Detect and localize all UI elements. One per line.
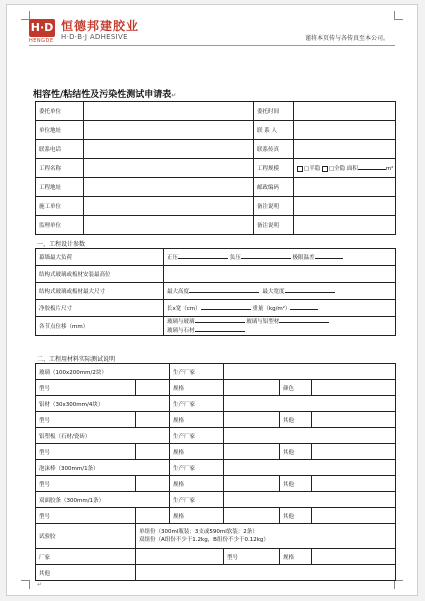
table-row: 泡沫棒（300mm/1条） 生产厂家: [36, 460, 396, 476]
remarks-field[interactable]: [294, 216, 396, 235]
spec-field[interactable]: [224, 508, 280, 524]
table-row: 其他: [36, 565, 396, 581]
table-row: 联系电话 联系传真: [36, 140, 396, 159]
panel-size-field[interactable]: 长x宽（cm） 重量（kg/m²）: [164, 300, 396, 317]
table-row: 委托单位 委托时间: [36, 102, 396, 121]
section-title: 一、工程设计参数: [37, 241, 86, 248]
unit-address-field[interactable]: [84, 121, 254, 140]
table-row: 厂家 型号 规格: [36, 549, 396, 565]
maker-field[interactable]: [224, 364, 396, 380]
table-row: 各节点位移（mm） 玻璃与玻璃 玻璃与铝型材 玻璃与石材: [36, 317, 396, 336]
table-row: 型号 规格 颜色: [36, 380, 396, 396]
maker-field[interactable]: [136, 549, 224, 565]
contact-person-field[interactable]: [294, 121, 396, 140]
project-scale-field[interactable]: □半隐 □全隐 面积 m²: [294, 159, 396, 178]
table-row: 玻璃（100x200mm/2块） 生产厂家: [36, 364, 396, 380]
maker-field[interactable]: [224, 492, 396, 508]
project-address-field[interactable]: [84, 178, 254, 197]
table-row: 工程名称 工程规模 □半隐 □全隐 面积 m²: [36, 159, 396, 178]
header-rule: [29, 45, 395, 46]
section-title: 二、工程用材料实际测试说明: [37, 356, 116, 363]
page-corner-mark: [394, 580, 403, 589]
table-row: 铝材（30x300mm/4块） 生产厂家: [36, 396, 396, 412]
company-logo: H·D: [29, 19, 55, 37]
page-corner-mark: [21, 580, 30, 589]
remarks-field[interactable]: [294, 197, 396, 216]
other-field[interactable]: [136, 565, 396, 581]
model-field[interactable]: [136, 380, 170, 396]
entrust-unit-field[interactable]: [84, 102, 254, 121]
other-field[interactable]: [312, 412, 396, 428]
checkbox[interactable]: [297, 166, 303, 172]
table-row: 结构式玻璃或板材最大尺寸 最大高度 最大宽度: [36, 283, 396, 300]
materials-table: [35, 363, 396, 581]
contact-fax-field[interactable]: [294, 140, 396, 159]
table-row: 铝塑板（石材/瓷砖） 生产厂家: [36, 428, 396, 444]
spec-field[interactable]: [224, 476, 280, 492]
table-row: 型号 规格 其他: [36, 508, 396, 524]
spec-field[interactable]: [224, 444, 280, 460]
construction-unit-field[interactable]: [84, 197, 254, 216]
table-row: 双面胶条（300mm/1条） 生产厂家: [36, 492, 396, 508]
letterhead: [7, 5, 417, 57]
paragraph-mark: ↵: [37, 581, 43, 588]
document-title: 相容性/粘结性及污染性测试申请表↵: [33, 90, 177, 100]
max-size-field[interactable]: 最大高度 最大宽度: [164, 283, 396, 300]
table-row: 型号 规格 其他: [36, 444, 396, 460]
document-page: [6, 4, 418, 596]
table-row: 单位地址 联 系 人: [36, 121, 396, 140]
spec-field[interactable]: [312, 549, 396, 565]
model-field[interactable]: [136, 508, 170, 524]
table-row: 结构式玻璃或板材安装最高位: [36, 266, 396, 283]
table-row: 型号 规格 其他: [36, 476, 396, 492]
brand-name-cn: 恒德邦建胶业: [61, 19, 140, 33]
max-load-field[interactable]: 正压 负压 极限温差: [164, 249, 396, 266]
project-name-field[interactable]: [84, 159, 254, 178]
design-params-table: [35, 248, 396, 336]
brand-name-en: H·D·B·J ADHESIVE: [61, 33, 128, 41]
table-row: 工程地址 邮政编码: [36, 178, 396, 197]
spec-field[interactable]: [224, 412, 280, 428]
other-field[interactable]: [312, 476, 396, 492]
entrust-time-field[interactable]: [294, 102, 396, 121]
maker-field[interactable]: [224, 460, 396, 476]
maker-field[interactable]: [224, 396, 396, 412]
model-field[interactable]: [136, 444, 170, 460]
contact-phone-field[interactable]: [84, 140, 254, 159]
color-field[interactable]: [312, 380, 396, 396]
header-tagline: 谨将本页传与各传真至本公司。: [304, 35, 389, 42]
table-row: 幕墙最大负荷 正压 负压 极限温差: [36, 249, 396, 266]
sealant-field[interactable]: 单组份（300ml瓶装：3支或590ml软装：2条） 双组份（A组份不少于1.2kg，B组份不少于0.12kg）: [136, 524, 396, 549]
joint-displacement-field[interactable]: 玻璃与玻璃 玻璃与铝型材 玻璃与石材: [164, 317, 396, 336]
table-row: 净胶板片尺寸 长x宽（cm） 重量（kg/m²）: [36, 300, 396, 317]
table-row: 型号 规格 其他: [36, 412, 396, 428]
maker-field[interactable]: [224, 428, 396, 444]
table-row: 施工单位 备注说明: [36, 197, 396, 216]
checkbox[interactable]: [322, 166, 328, 172]
applicant-info-table: [35, 101, 396, 235]
spec-field[interactable]: [224, 380, 280, 396]
logo-subtext: HENGDE: [29, 38, 54, 44]
model-field[interactable]: [136, 412, 170, 428]
supervision-unit-field[interactable]: [84, 216, 254, 235]
table-row: 试验胶 单组份（300ml瓶装：3支或590ml软装：2条） 双组份（A组份不少于1.2kg，B组份不少于0.12kg）: [36, 524, 396, 549]
table-row: 监理单位 备注说明: [36, 216, 396, 235]
other-field[interactable]: [312, 508, 396, 524]
postal-code-field[interactable]: [294, 178, 396, 197]
other-field[interactable]: [312, 444, 396, 460]
model-field[interactable]: [136, 476, 170, 492]
install-height-field[interactable]: [164, 266, 396, 283]
